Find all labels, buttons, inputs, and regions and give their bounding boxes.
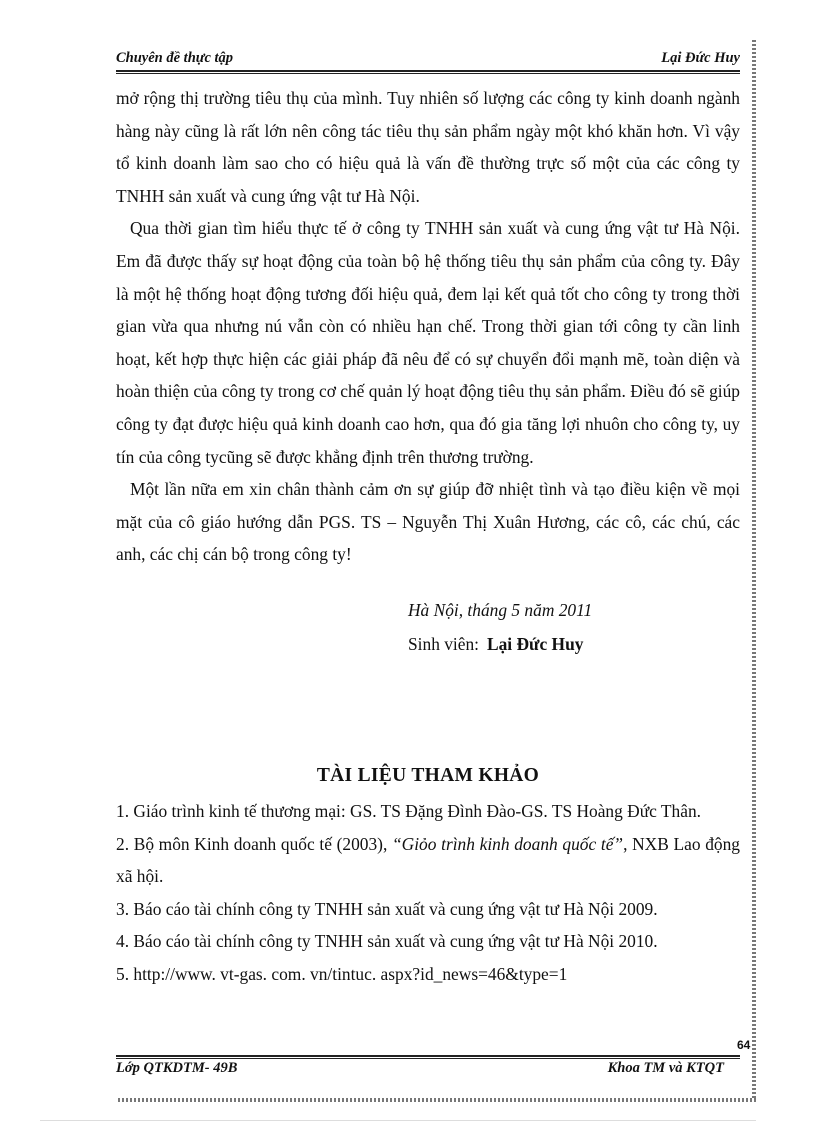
paragraph-2: Qua thời gian tìm hiểu thực tế ở công ty TNHH sản xuất và cung ứng vật tư Hà Nội. Em đã được thấy sự hoạt động của toàn bộ hệ thống tiêu thụ sản phẩm của công ty. Đây là một hệ thống hoạt động tương đối hiệu quả, đem lại kết quả tốt cho công ty trong thời gian vừa qua nhưng nú vẫn còn có nhiều hạn chế. Trong thời gian tới công ty cần linh hoạt, kết hợp thực hiện các giải pháp đã nêu để có sự chuyển đổi mạnh mẽ, toàn diện và hoàn thiện của công ty trong cơ chế quản lý hoạt động tiêu thụ sản phẩm. Điều đó sẽ giúp công ty đạt được hiệu quả kinh doanh cao hơn, qua đó gia tăng lợi nhuôn cho công ty, uy tín của công tycũng sẽ được khẳng định trên thương trường.: [116, 218, 740, 467]
footer-faculty: Khoa TM và KTQT: [607, 1060, 724, 1076]
page-border-bottom: [118, 1098, 756, 1102]
page-shadow-line: [40, 1120, 756, 1121]
page-number: 64: [737, 1038, 751, 1052]
student-name: Lại Đức Huy: [487, 634, 584, 654]
body-text: [116, 82, 740, 571]
signature-student: [408, 634, 583, 655]
references-list: [116, 795, 740, 991]
reference-item: 4. Báo cáo tài chính công ty TNHH sản xuất và cung ứng vật tư Hà Nội 2010.: [116, 931, 658, 952]
page-border-right: [752, 40, 756, 1098]
footer-rule: [116, 1055, 740, 1057]
reference-2-prefix: 2. Bộ môn Kinh doanh quốc tế (2003),: [116, 833, 392, 854]
reference-item: [116, 828, 740, 893]
reference-url: 5. http://www. vt-gas. com. vn/tintuc. aspx?id_news=46&type=1: [116, 963, 568, 984]
footer-class: Lớp QTKDTM- 49B: [116, 1060, 238, 1076]
student-label: Sinh viên:: [408, 634, 480, 654]
page-footer: [116, 1060, 724, 1080]
header-rule: [116, 70, 740, 72]
page-header: [116, 50, 740, 70]
paragraph-3: Một lần nữa em xin chân thành cảm ơn sự giúp đỡ nhiệt tình và tạo điều kiện về mọi mặt của cô giáo hướng dẫn PGS. TS – Nguyễn Thị Xuân Hương, các cô, các chú, các anh, các chị cán bộ trong công ty!: [116, 479, 740, 565]
references-title: TÀI LIỆU THAM KHẢO: [316, 765, 540, 786]
reference-item: 1. Giáo trình kinh tế thương mại: GS. TS Đặng Đình Đào-GS. TS Hoàng Đức Thân.: [116, 801, 701, 821]
header-left-title: Chuyên đề thực tập: [116, 50, 234, 66]
reference-2-title: “Giỏo trình kinh doanh quốc tế”: [392, 833, 624, 854]
reference-item: 3. Báo cáo tài chính công ty TNHH sản xuất và cung ứng vật tư Hà Nội 2009.: [116, 898, 658, 919]
footer-rule-thin: [116, 1058, 740, 1059]
header-author: Lại Đức Huy: [661, 50, 740, 66]
reference-2-suffix: , NXB Lao động xã hội.: [116, 833, 740, 887]
header-rule-thin: [116, 73, 740, 74]
signature-date: Hà Nội, tháng 5 năm 2011: [408, 600, 593, 620]
paragraph-1: mở rộng thị trường tiêu thụ của mình. Tuy nhiên số lượng các công ty kinh doanh ngành hàng này cũng là rất lớn nên công tác tiêu thụ sản phẩm ngày một khó khăn hơn. Vì vậy tổ kinh doanh làm sao cho có hiệu quả là vấn đề thường trực số một của các công ty TNHH sản xuất và cung ứng vật tư Hà Nội.: [116, 88, 740, 206]
